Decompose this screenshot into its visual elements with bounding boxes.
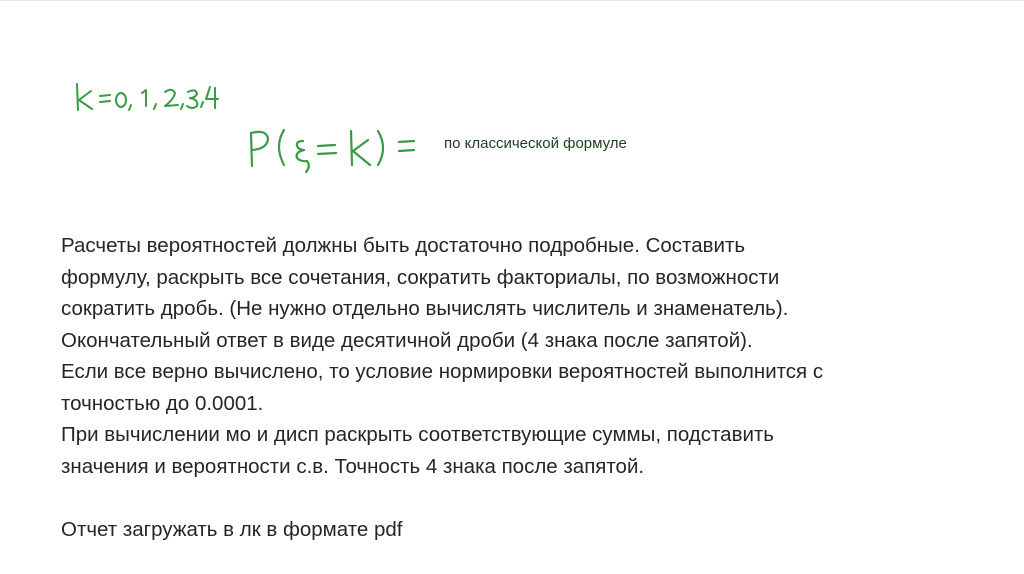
instruction-line: значения и вероятности с.в. Точность 4 знака после запятой.: [61, 454, 645, 478]
instruction-line: точностью до 0.0001.: [61, 391, 264, 415]
instruction-line: Расчеты вероятностей должны быть достаточно подробные. Составить: [61, 234, 746, 257]
instruction-line: формулу, раскрыть все сочетания, сократить факториалы, по возможности: [61, 265, 780, 289]
instruction-line: При вычислении мо и дисп раскрыть соответствующие суммы, подставить: [61, 423, 774, 446]
handwritten-annotation: [0, 0, 1024, 200]
handwritten-probability-expression: [251, 130, 414, 172]
handwritten-k-values: [77, 84, 218, 110]
instructions-text-block: [61, 230, 961, 545]
upload-instruction: Отчет загружать в лк в формате pdf: [61, 517, 403, 541]
formula-method-note: по классической формуле: [444, 135, 627, 152]
paragraph-gap: [61, 482, 961, 514]
instruction-line: Окончательный ответ в виде десятичной дроби (4 знака после запятой).: [61, 328, 753, 352]
instruction-line: Если все верно вычислено, то условие нормировки вероятностей выполнится с: [61, 360, 824, 383]
instruction-line: сократить дробь. (Не нужно отдельно вычислять числитель и знаменатель).: [61, 297, 789, 320]
